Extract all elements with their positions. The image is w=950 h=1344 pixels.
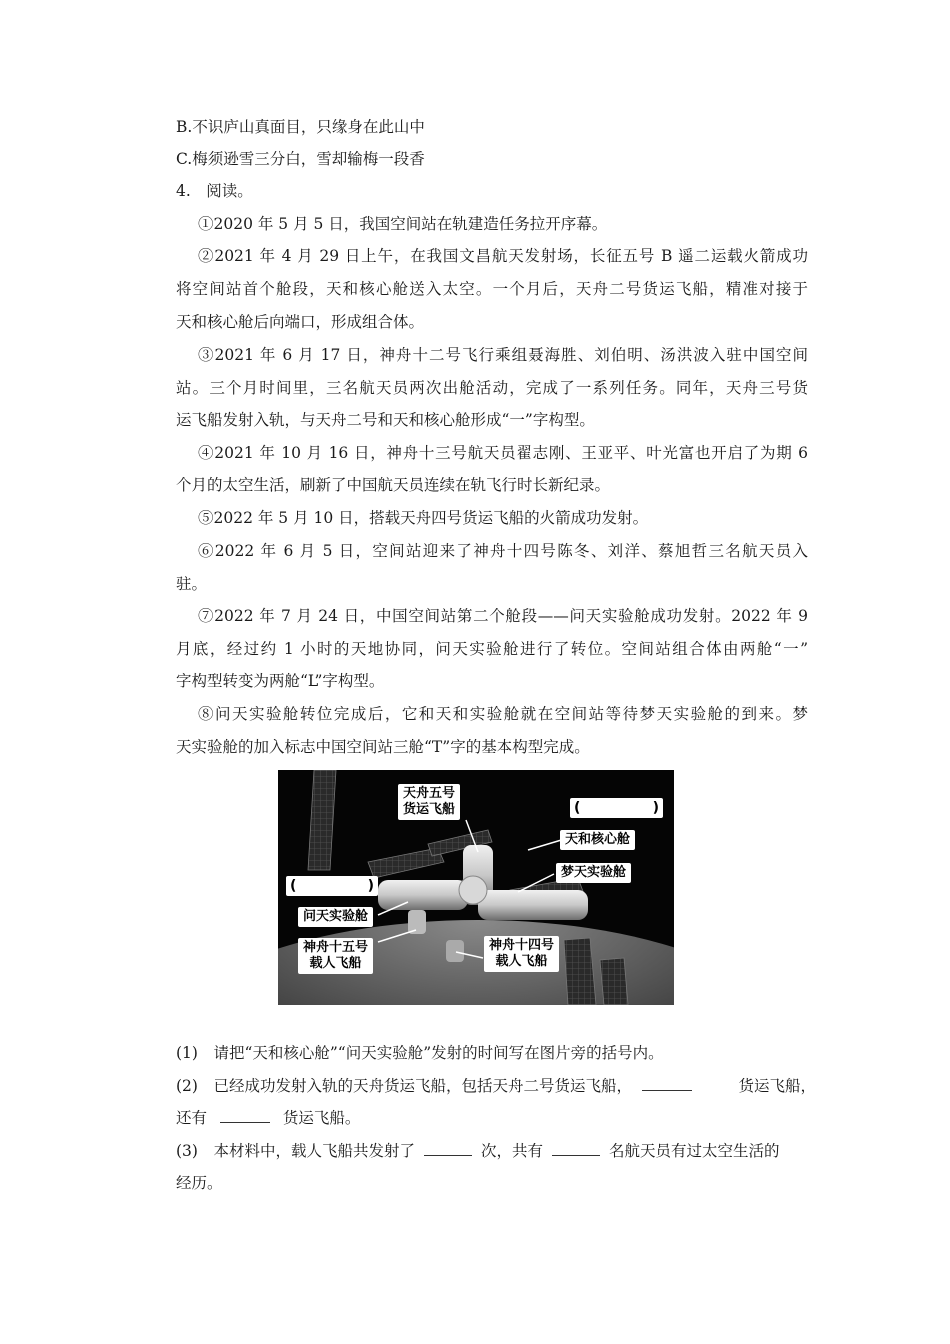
answer-blank[interactable] (642, 1076, 692, 1091)
paragraph-2-line-3: 天和核心舱后向端口，形成组合体。 (176, 313, 425, 331)
paragraph-6-line-2: 驻。 (176, 575, 208, 593)
label-mengtian-lab-module: 梦天实验舱 (556, 863, 631, 883)
sub-question-1: (1) 请把“天和核心舱”“问天实验舱”发射的时间写在图片旁的括号内。 (176, 1044, 664, 1062)
paragraph-3-line-1: ③2021 年 6 月 17 日，神舟十二号飞行乘组聂海胜、刘伯明、汤洪波入驻中国空间 (198, 346, 808, 364)
module (408, 910, 426, 934)
solar-panel (564, 938, 596, 1005)
module (446, 940, 464, 962)
paragraph-6-line-1: ⑥2022 年 6 月 5 日，空间站迎来了神舟十四号陈冬、刘洋、蔡旭哲三名航天员入 (198, 542, 808, 560)
module (378, 880, 468, 910)
answer-blank[interactable] (424, 1141, 472, 1156)
paragraph-8-line-1: ⑧问天实验舱转位完成后，它和天和实验舱就在空间站等待梦天实验舱的到来。梦 (198, 705, 808, 723)
answer-bracket-tianhe[interactable]: ( ) (570, 798, 663, 818)
answer-bracket-wentian[interactable]: ( ) (286, 876, 378, 896)
sub-question-3-line-1: (3) 本材料中，载人飞船共发射了 次，共有 名航天员有过太空生活的 (176, 1142, 780, 1160)
paragraph-7-line-2: 月底，经过约 1 小时的天地协同，问天实验舱进行了转位。空间站组合体由两舱“一” (176, 640, 808, 658)
sub-question-3-line-2: 经历。 (176, 1174, 223, 1192)
paragraph-4-line-2: 个月的太空生活，刷新了中国航天员连续在轨飞行时长新纪录。 (176, 476, 611, 494)
label-wentian-lab-module: 问天实验舱 (298, 907, 373, 927)
paragraph-3-line-3: 运飞船发射入轨，与天舟二号和天和核心舱形成“一”字构型。 (176, 411, 595, 429)
solar-panel (308, 770, 336, 870)
option-c: C.梅须逊雪三分白，雪却输梅一段香 (176, 150, 425, 168)
docking-node (459, 876, 487, 904)
option-b: B.不识庐山真面目，只缘身在此山中 (176, 118, 425, 136)
answer-blank[interactable] (552, 1141, 600, 1156)
label-tianhe-core-module: 天和核心舱 (560, 830, 635, 850)
paragraph-8-line-2: 天实验舱的加入标志中国空间站三舱“T”字的基本构型完成。 (176, 738, 590, 756)
sub-question-2-line-1: (2) 已经成功发射入轨的天舟货运飞船，包括天舟二号货运飞船， 货运飞船， (176, 1077, 816, 1095)
paragraph-5: ⑤2022 年 5 月 10 日，搭载天舟四号货运飞船的火箭成功发射。 (198, 509, 649, 527)
paragraph-1: ①2020 年 5 月 5 日，我国空间站在轨建造任务拉开序幕。 (198, 215, 608, 233)
paragraph-2-line-2: 将空间站首个舱段，天和核心舱送入太空。一个月后，天舟二号货运飞船，精准对接于 (176, 280, 808, 298)
label-shenzhou-15: 神舟十五号 载人飞船 (298, 938, 373, 974)
label-shenzhou-14: 神舟十四号 载人飞船 (484, 936, 559, 972)
answer-blank[interactable] (220, 1108, 270, 1123)
solar-panel (600, 958, 628, 1005)
paragraph-7-line-1: ⑦2022 年 7 月 24 日，中国空间站第二个舱段——问天实验舱成功发射。2022 年 9 (198, 607, 808, 625)
paragraph-7-line-3: 字构型转变为两舱“L”字构型。 (176, 672, 385, 690)
paragraph-2-line-1: ②2021 年 4 月 29 日上午，在我国文昌航天发射场，长征五号 B 遥二运载火箭成功 (198, 247, 808, 265)
module (478, 890, 588, 920)
paragraph-3-line-2: 站。三个月时间里，三名航天员两次出舱活动，完成了一系列任务。同年，天舟三号货 (176, 379, 808, 397)
space-station-figure (278, 770, 674, 1005)
question-4-heading: 4. 阅读。 (176, 182, 253, 200)
paragraph-4-line-1: ④2021 年 10 月 16 日，神舟十三号航天员翟志刚、王亚平、叶光富也开启了为期 6 (198, 444, 808, 462)
sub-question-2-line-2: 还有 货运飞船。 (176, 1109, 361, 1127)
label-tianzhou-5: 天舟五号 货运飞船 (398, 784, 460, 820)
